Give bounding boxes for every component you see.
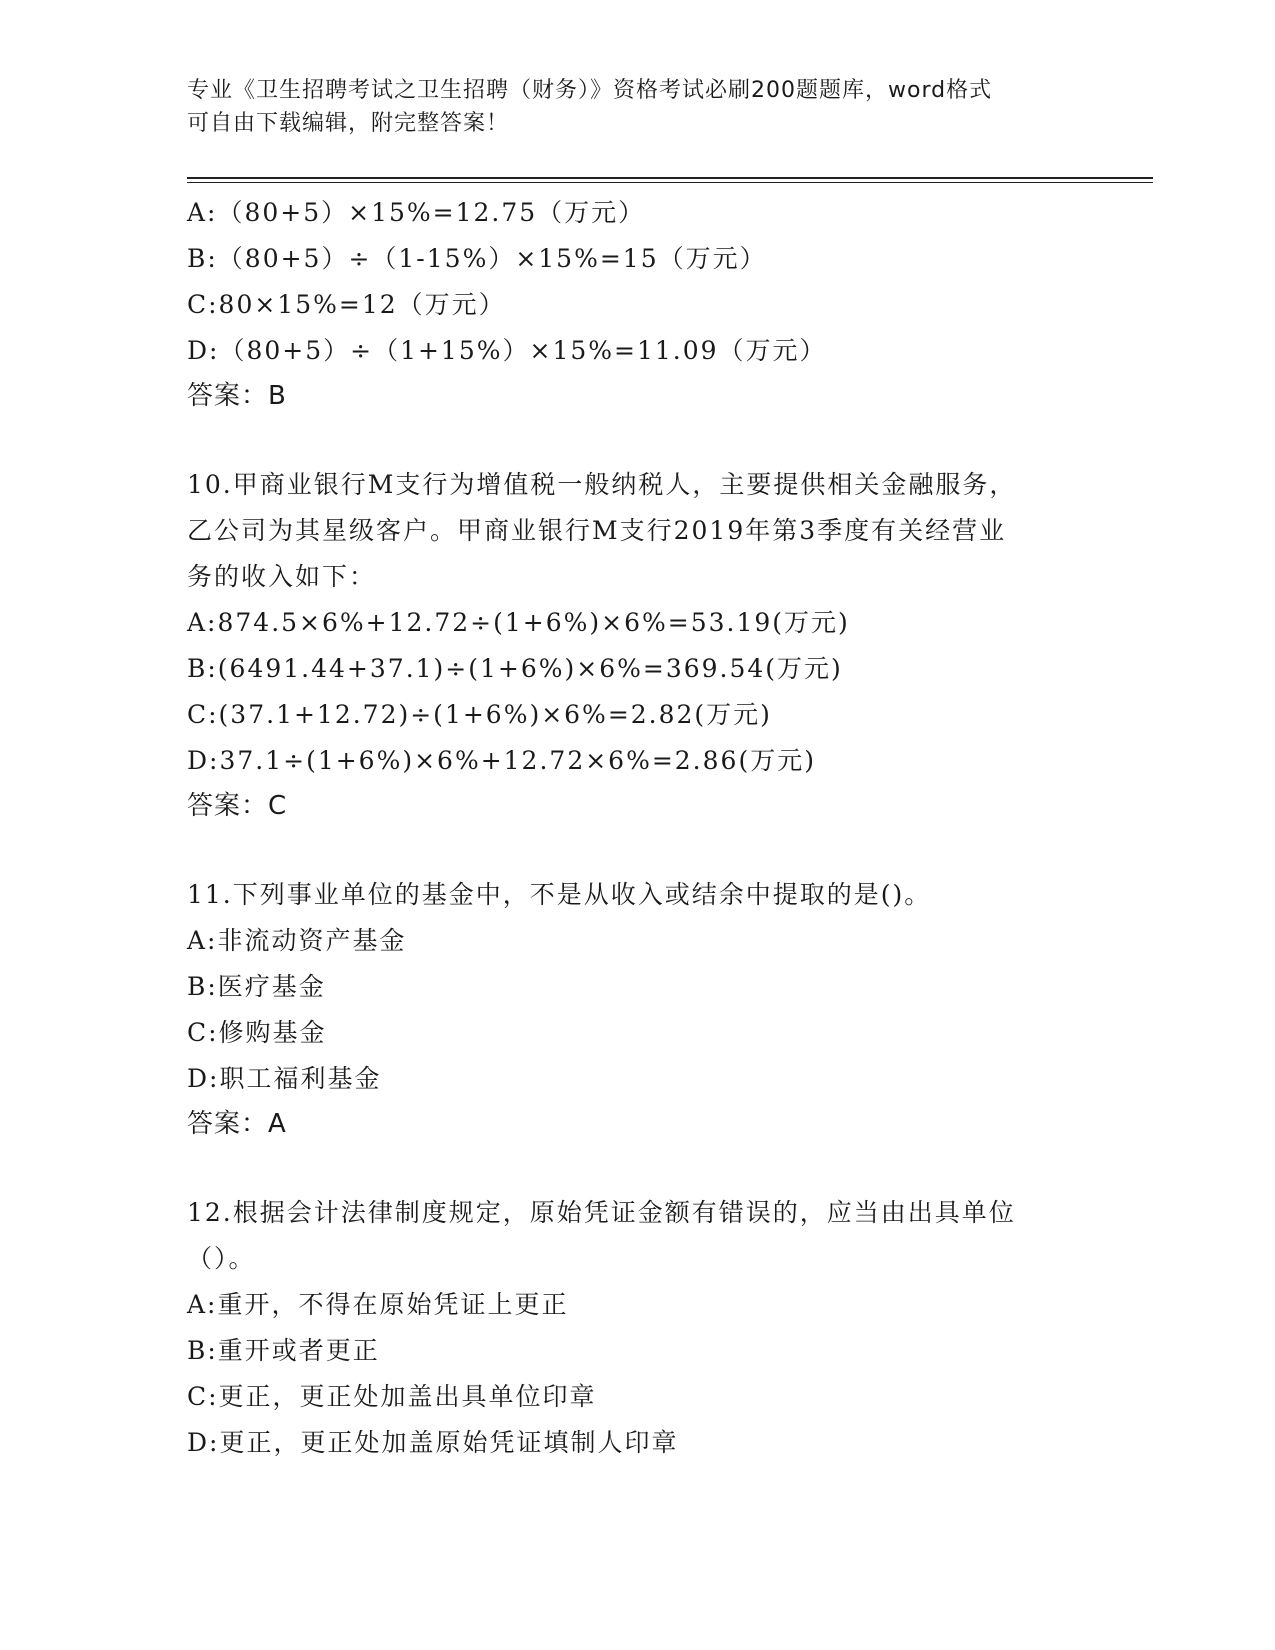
question-stem-line: （）。 — [187, 1244, 256, 1273]
option-b: B:(6491.44+37.1)÷(1+6%)×6%=369.54(万元) — [187, 654, 843, 683]
question-stem-line: 12.根据会计法律制度规定，原始凭证金额有错误的，应当由出具单位 — [187, 1198, 1016, 1227]
option-b: B:重开或者更正 — [187, 1336, 380, 1365]
option-a: A:（80+5）×15%=12.75（万元） — [187, 198, 646, 227]
question-10 — [187, 462, 1087, 828]
option-d: D:（80+5）÷（1+15%）×15%=11.09（万元） — [187, 336, 827, 365]
question-stem-line: 11.下列事业单位的基金中，不是从收入或结余中提取的是()。 — [187, 880, 932, 909]
header-line-1: 专业《卫生招聘考试之卫生招聘（财务）》资格考试必刷200题题库，word格式 — [187, 78, 993, 103]
question-stem-line: 务的收入如下： — [187, 562, 377, 591]
question-content — [187, 190, 1087, 1466]
question-stem-line: 10.甲商业银行M支行为增值税一般纳税人，主要提供相关金融服务， — [187, 470, 1017, 499]
option-d: D:更正，更正处加盖原始凭证填制人印章 — [187, 1428, 679, 1457]
option-b: B:医疗基金 — [187, 972, 326, 1001]
document-header — [187, 74, 1087, 140]
header-divider-thick — [187, 177, 1153, 179]
question-12 — [187, 1190, 1087, 1466]
option-d: D:职工福利基金 — [187, 1064, 382, 1093]
answer: 答案：A — [187, 1109, 287, 1139]
header-line-2: 可自由下载编辑，附完整答案！ — [187, 111, 510, 136]
option-c: C:80×15%=12（万元） — [187, 290, 506, 319]
option-c: C:修购基金 — [187, 1018, 327, 1047]
option-c: C:更正，更正处加盖出具单位印章 — [187, 1382, 597, 1411]
option-c: C:(37.1+12.72)÷(1+6%)×6%=2.82(万元) — [187, 700, 772, 729]
header-divider-thin — [187, 182, 1153, 183]
option-a: A:非流动资产基金 — [187, 926, 407, 955]
option-a: A:重开，不得在原始凭证上更正 — [187, 1290, 569, 1319]
answer: 答案：B — [187, 381, 287, 411]
option-a: A:874.5×6%+12.72÷(1+6%)×6%=53.19(万元) — [187, 608, 850, 637]
question-stem-line: 乙公司为其星级客户。甲商业银行M支行2019年第3季度有关经营业 — [187, 516, 1007, 545]
option-b: B:（80+5）÷（1-15%）×15%=15（万元） — [187, 244, 767, 273]
option-d: D:37.1÷(1+6%)×6%+12.72×6%=2.86(万元) — [187, 746, 816, 775]
question-9 — [187, 190, 1087, 418]
question-11 — [187, 872, 1087, 1146]
answer: 答案：C — [187, 791, 288, 821]
